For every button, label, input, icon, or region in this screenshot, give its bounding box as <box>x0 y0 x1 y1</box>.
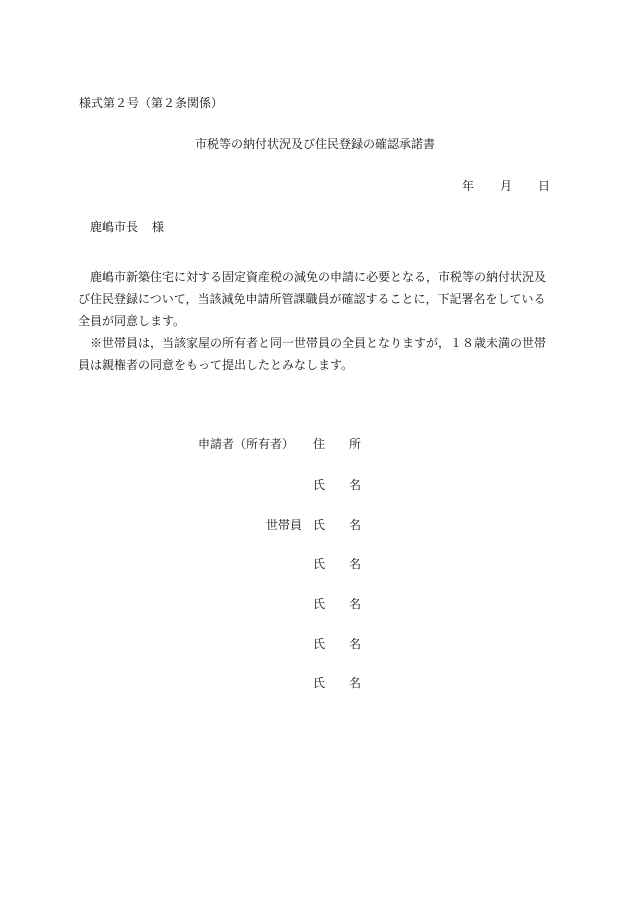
name-label-2: 名 <box>349 676 362 690</box>
name-label-2: 名 <box>349 478 362 492</box>
household-name-field-5 <box>313 677 361 689</box>
name-label-1: 氏 <box>313 597 326 611</box>
household-name-field-4 <box>313 638 361 650</box>
addressee <box>90 221 164 233</box>
household-note: ※世帯員は，当該家屋の所有者と同一世帯員の全員となりますが，１８歳未満の世帯員は親権者の同意をもって提出したとみなします。 <box>78 336 547 372</box>
name-label-1: 氏 <box>313 676 326 690</box>
name-label-2: 名 <box>349 597 362 611</box>
consent-paragraph: 鹿嶋市新築住宅に対する固定資産税の減免の申請に必要となる，市税等の納付状況及び住民登録について，当該減免申請所管課職員が確認することに，下記署名をしている全員が同意します。 <box>78 270 547 328</box>
day-label: 日 <box>537 179 550 193</box>
addressee-name: 鹿嶋市長 <box>90 220 139 234</box>
household-name-field-2 <box>313 558 361 570</box>
address-label-1: 住 <box>313 437 326 451</box>
month-label: 月 <box>499 179 512 193</box>
addressee-honorific: 様 <box>152 220 165 234</box>
address-label-2: 所 <box>349 437 362 451</box>
name-label-2: 名 <box>349 557 362 571</box>
name-label-2: 名 <box>349 637 362 651</box>
date-line <box>462 180 550 192</box>
household-label: 世帯員 <box>265 518 302 532</box>
name-label-1: 氏 <box>313 637 326 651</box>
name-label-2: 名 <box>349 518 362 532</box>
consent-body <box>78 266 556 376</box>
name-label-1: 氏 <box>313 518 326 532</box>
year-label: 年 <box>461 179 474 193</box>
address-field <box>313 438 361 450</box>
household-name-field-3 <box>313 598 361 610</box>
name-label-1: 氏 <box>313 478 326 492</box>
household-name-field-1 <box>313 519 361 531</box>
form-number: 様式第２号（第２条関係） <box>79 96 224 110</box>
applicant-name-field <box>313 479 361 491</box>
name-label-1: 氏 <box>313 557 326 571</box>
document-title: 市税等の納付状況及び住民登録の確認承諾書 <box>194 137 435 151</box>
applicant-label: 申請者（所有者） <box>197 437 294 451</box>
